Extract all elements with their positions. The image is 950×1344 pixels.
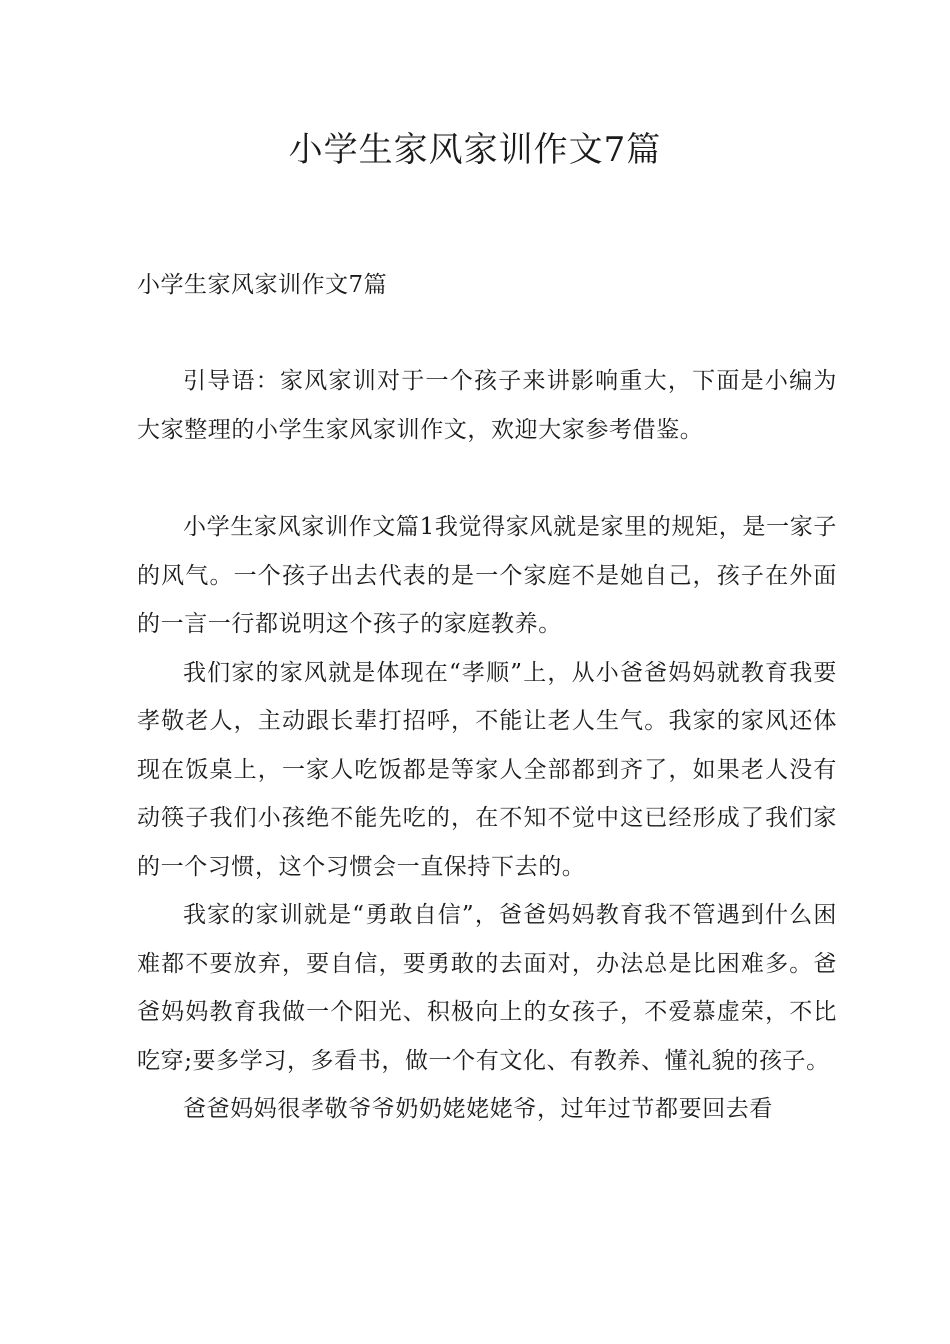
body-paragraph: 小学生家风家训作文篇1我觉得家风就是家里的规矩，是一家子的风气。一个孩子出去代表的是一个家庭不是她自己，孩子在外面的一言一行都说明这个孩子的家庭教养。 [137, 514, 837, 637]
document-subtitle: 小学生家风家训作文7篇 [137, 272, 388, 298]
intro-paragraph: 引导语：家风家训对于一个孩子来讲影响重大，下面是小编为大家整理的小学生家风家训作文，欢迎大家参考借鉴。 [137, 368, 837, 443]
body-paragraph: 爸爸妈妈很孝敬爷爷奶奶姥姥姥爷，过年过节都要回去看 [183, 1096, 773, 1122]
body-paragraph: 我家的家训就是“勇敢自信”，爸爸妈妈教育我不管遇到什么困难都不要放弃，要自信，要勇敢的去面对，办法总是比困难多。爸爸妈妈教育我做一个阳光、积极向上的女孩子，不爱慕虚荣，不比吃穿;要多学习，多看书，做一个有文化、有教养、懂礼貌的孩子。 [137, 902, 837, 1074]
document-title: 小学生家风家训作文7篇 [288, 130, 662, 170]
body-paragraph: 我们家的家风就是体现在“孝顺”上，从小爸爸妈妈就教育我要孝敬老人，主动跟长辈打招呼，不能让老人生气。我家的家风还体现在饭桌上，一家人吃饭都是等家人全部都到齐了，如果老人没有动筷子我们小孩绝不能先吃的，在不知不觉中这已经形成了我们家的一个习惯，这个习惯会一直保持下去的。 [137, 659, 837, 880]
document-body [137, 262, 837, 1134]
